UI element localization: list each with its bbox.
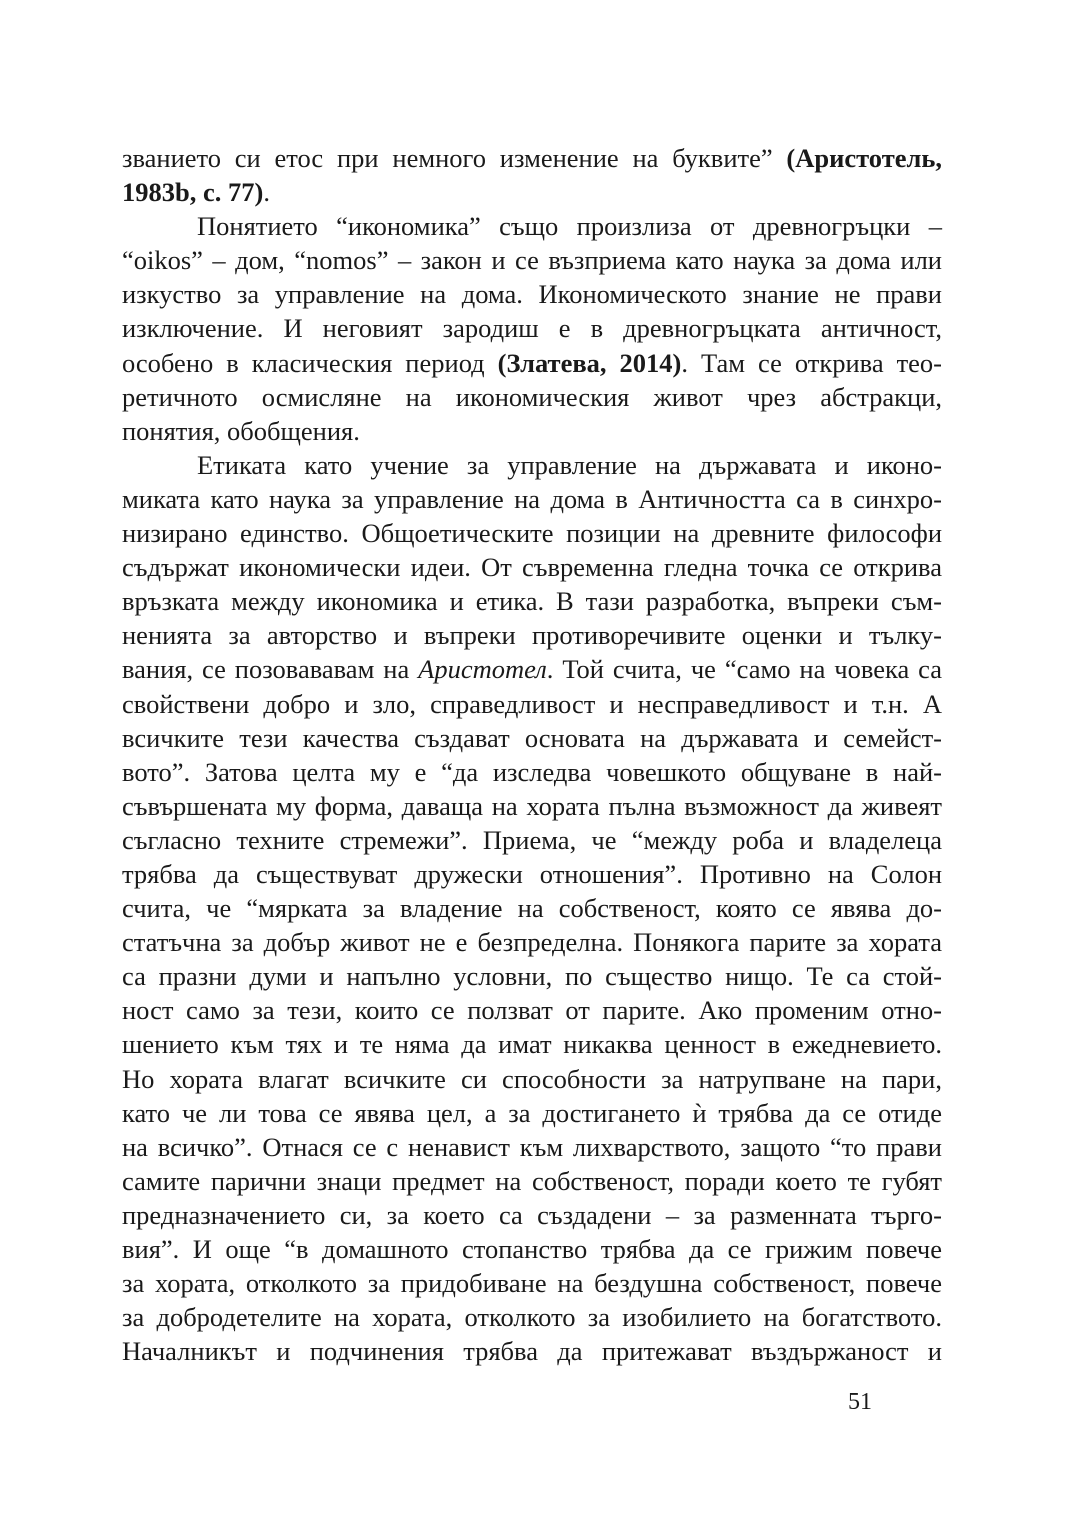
text-line: низирано единство. Общоетическите позиции на древните философи [122,518,942,549]
text-line: трябва да съществуват дружески отношения”. Противно на Солон [122,858,942,889]
page-number: 51 [848,1389,872,1415]
text-line: на всичко”. Отнася се с ненавист към лихварството, защото “то прави [122,1131,942,1162]
text-line: ност само за тези, които се ползват от парите. Ако променим отно- [122,995,942,1026]
text-line: всичките тези качества създават основата на държавата и семейст- [122,722,942,753]
text-line: статъчна за добър живот не е безпределна. Понякога парите за хората [122,927,942,958]
text-line: самите парични знаци предмет на собственост, поради което те губят [122,1165,942,1196]
text-line: понятия, обобщения. [122,415,360,446]
text-line: ретичното осмисляне на икономическия живот чрез абстракци, [122,381,942,412]
text-line: изкуство за управление на дома. Икономическото знание не прави [122,279,942,310]
text-line: “oikos” – дом, “nomos” – закон и се възприема като наука за дома или [122,245,942,276]
text-line: изключение. И неговият зародиш е в древногръцката античност, [122,313,942,344]
page-body [122,141,942,1368]
citation: (Златева, 2014) [497,347,682,378]
text-line: Началникът и подчинения трябва да притежават въздържаност и [122,1336,942,1367]
text-line: особено в класическия период (Златева, 2014). Там се открива тео- [122,347,942,378]
text-line: званието си етос при немного изменение на буквите” (Аристотель, [122,143,942,173]
paragraph-first-line: Понятието “икономика” също произлиза от древногръцки – [197,211,942,242]
text-line: Но хората влагат всичките си способности за натрупване на пари, [122,1063,942,1094]
text-line: като че ли това се явява цел, а за достигането ѝ трябва да се отиде [122,1097,942,1128]
citation: (Аристотель, [786,143,942,173]
text-line: са празни думи и напълно условни, по същество нищо. Те са стой- [122,961,942,992]
text-line: предназначението си, за което са създадени – за разменната търго- [122,1199,942,1230]
text-line: вания, се позовававам на Аристотел. Той счита, че “само на човека са [122,654,942,685]
text-line: ненията за авторство и въпреки противоречивите оценки и тълку- [122,620,942,651]
text-line: вото”. Затова целта му е “да изследва човешкото общуване в най- [122,756,942,787]
text-line: съвършената му форма, даваща на хората пълна възможност да живеят [122,790,942,821]
text-line: за хората, отколкото за придобиване на бездушна собственост, повече [122,1268,942,1299]
author-name: Аристотел [418,654,547,685]
text-line: свойствени добро и зло, справедливост и несправедливост и т.н. А [122,688,942,719]
text-line: шението към тях и те няма да имат никаква ценност в ежедневието. [122,1029,942,1060]
text-line: 1983b, с. 77). [122,177,270,208]
text-line: за добродетелите на хората, отколкото за изобилието на богатството. [122,1302,942,1333]
text-line: съдържат икономически идеи. От съвременна гледна точка се открива [122,552,942,583]
text-line: съгласно техните стремежи”. Приема, че “между роба и владелеца [122,824,942,855]
text-line: вия”. И още “в домашното стопанство трябва да се грижим повече [122,1234,942,1264]
text-line: миката като наука за управление на дома в Античността са в синхро- [122,483,942,514]
text-line: счита, че “мярката за владение на собственост, която се явява до- [122,893,942,924]
paragraph-first-line: Етиката като учение за управление на държавата и иконо- [197,449,942,480]
citation: 1983b, с. 77) [122,177,264,208]
text-line: връзката между икономика и етика. В тази разработка, въпреки съм- [122,586,942,617]
